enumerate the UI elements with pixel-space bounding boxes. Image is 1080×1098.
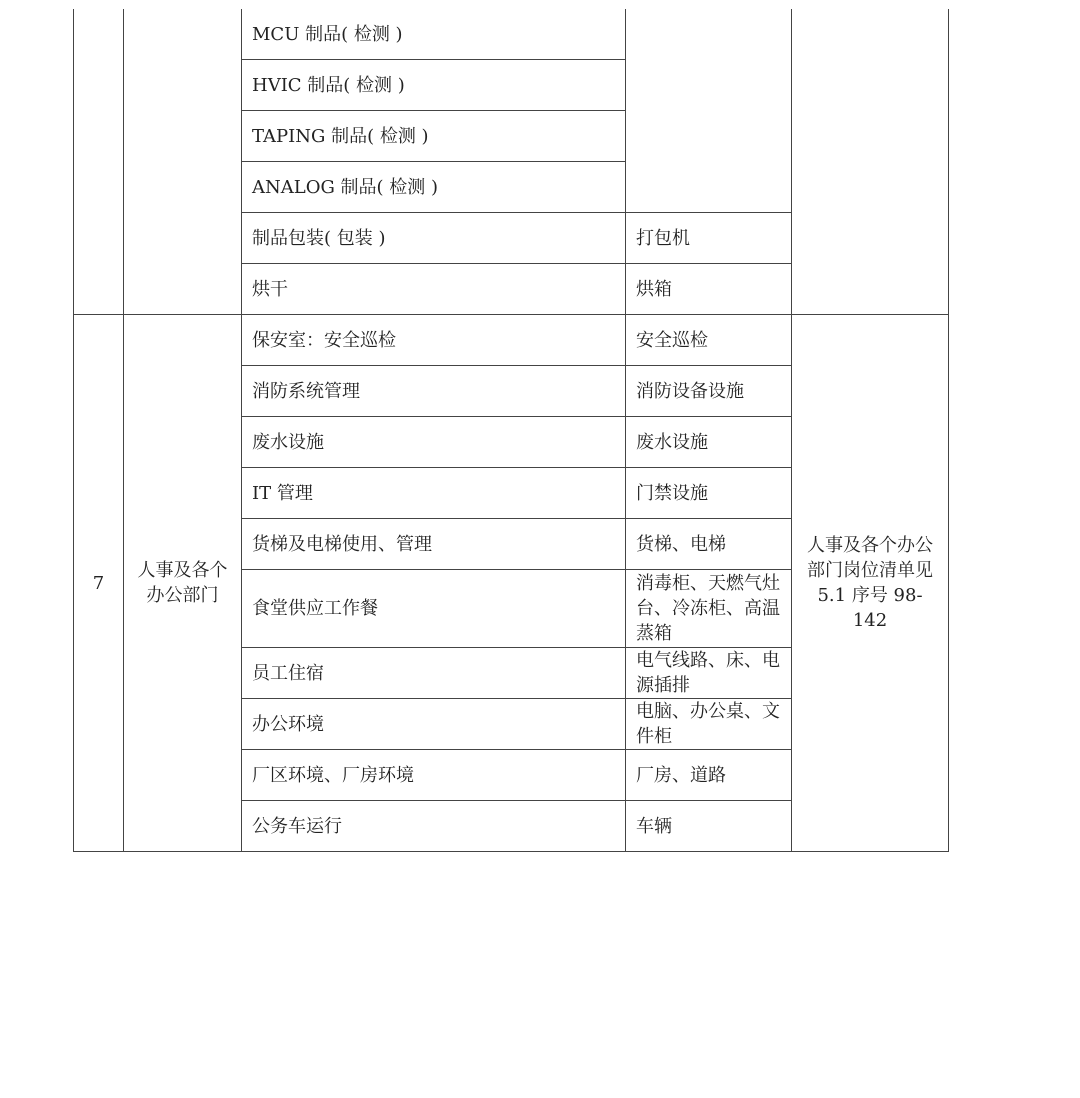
activity-cell: IT 管理 [242, 468, 626, 519]
activity-cell: 货梯及电梯使用、管理 [242, 519, 626, 570]
activity-cell: 保安室：安全巡检 [242, 315, 626, 366]
activity-cell: MCU 制品( 检测 ) [242, 9, 626, 60]
equipment-cell [626, 9, 792, 213]
equipment-cell: 车辆 [626, 801, 792, 852]
number-cell-continued [74, 9, 124, 315]
table-row [74, 315, 949, 366]
activity-cell: HVIC 制品( 检测 ) [242, 60, 626, 111]
activity-cell: 废水设施 [242, 417, 626, 468]
activity-cell: 消防系统管理 [242, 366, 626, 417]
department-name: 人事及各个办公部门 [124, 315, 242, 852]
equipment-cell: 货梯、电梯 [626, 519, 792, 570]
equipment-cell: 电脑、办公桌、文件柜 [626, 699, 792, 750]
note-cell-continued [792, 9, 949, 315]
activity-cell: TAPING 制品( 检测 ) [242, 111, 626, 162]
activity-cell: 厂区环境、厂房环境 [242, 750, 626, 801]
activity-cell: 员工住宿 [242, 648, 626, 699]
table-row [74, 9, 949, 60]
equipment-cell: 电气线路、床、电源插排 [626, 648, 792, 699]
equipment-cell: 安全巡检 [626, 315, 792, 366]
note-cell: 人事及各个办公部门岗位清单见5.1 序号 98-142 [792, 315, 949, 852]
activity-cell: 制品包装( 包装 ) [242, 213, 626, 264]
equipment-cell: 废水设施 [626, 417, 792, 468]
activity-cell: 烘干 [242, 264, 626, 315]
activity-cell: 公务车运行 [242, 801, 626, 852]
section-number: 7 [74, 315, 124, 852]
activity-cell: ANALOG 制品( 检测 ) [242, 162, 626, 213]
equipment-cell: 打包机 [626, 213, 792, 264]
equipment-cell: 厂房、道路 [626, 750, 792, 801]
equipment-cell: 消防设备设施 [626, 366, 792, 417]
equipment-cell: 烘箱 [626, 264, 792, 315]
department-cell-continued [124, 9, 242, 315]
equipment-cell: 门禁设施 [626, 468, 792, 519]
hazard-table [73, 9, 949, 852]
equipment-cell: 消毒柜、天燃气灶台、冷冻柜、高温蒸箱 [626, 570, 792, 648]
activity-cell: 办公环境 [242, 699, 626, 750]
activity-cell: 食堂供应工作餐 [242, 570, 626, 648]
